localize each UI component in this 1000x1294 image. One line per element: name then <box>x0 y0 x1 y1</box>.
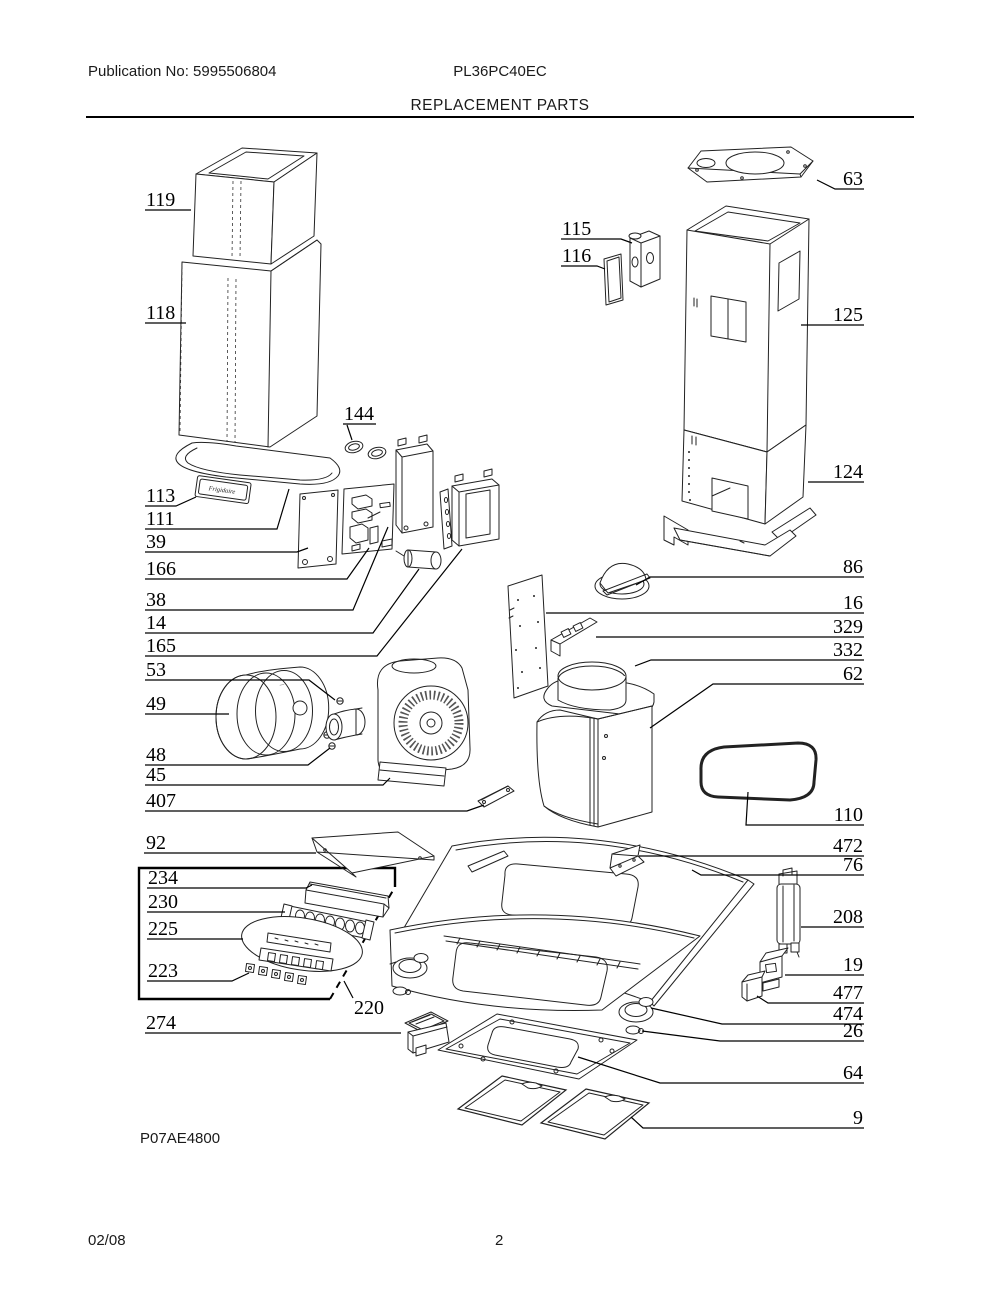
callout-45-number: 45 <box>146 764 166 786</box>
footer <box>88 1232 503 1249</box>
part-motor-48 <box>326 708 365 740</box>
callout-125-number: 125 <box>833 304 863 326</box>
part-capacitor-small-165 <box>396 550 441 569</box>
part-capacitor-208 <box>777 868 800 958</box>
part-grommets-144 <box>344 439 387 460</box>
callout-49-number: 49 <box>146 693 166 715</box>
part-bracket-19 <box>760 948 788 991</box>
part-junction-box-115 <box>629 231 660 287</box>
callout-208 <box>801 906 864 928</box>
callout-62-number: 62 <box>843 663 863 685</box>
callout-230 <box>147 891 285 913</box>
part-bracket-407 <box>478 786 514 807</box>
callout-86-number: 86 <box>843 556 863 578</box>
callout-63 <box>817 168 864 190</box>
callout-234 <box>147 867 312 889</box>
part-lamp-bulb-right-26 <box>626 1026 644 1034</box>
callout-474 <box>651 1003 864 1025</box>
part-top-plate-63 <box>688 147 813 182</box>
callout-223 <box>147 960 249 982</box>
header <box>86 63 914 117</box>
callout-115 <box>561 218 632 243</box>
callout-26 <box>642 1020 864 1042</box>
callout-472-number: 472 <box>833 835 863 857</box>
callout-274-number: 274 <box>146 1012 176 1034</box>
callout-208-number: 208 <box>833 906 863 928</box>
part-enclosure-box-14 <box>396 435 433 533</box>
callout-53-number: 53 <box>146 659 166 681</box>
callout-110-number: 110 <box>833 804 863 826</box>
callout-26-number: 26 <box>843 1020 863 1042</box>
footer-page-number: 2 <box>495 1232 504 1249</box>
callout-19 <box>785 954 864 976</box>
part-deflector-92 <box>312 832 434 877</box>
callout-474-number: 474 <box>833 1003 863 1025</box>
callout-407-number: 407 <box>146 790 176 812</box>
callout-62 <box>650 663 864 728</box>
callout-45 <box>145 764 390 786</box>
callout-16 <box>546 592 864 614</box>
callout-115-number: 115 <box>562 218 592 240</box>
callout-113 <box>145 485 196 507</box>
part-blower-wheel-49 <box>216 667 329 759</box>
part-lower-duct-support-124 <box>664 425 816 556</box>
callout-118-number: 118 <box>146 302 176 324</box>
diagram-code: P07AE4800 <box>140 1130 221 1147</box>
callout-124-number: 124 <box>833 461 863 483</box>
part-inner-housing-62 <box>537 706 652 827</box>
callout-48-number: 48 <box>146 744 166 766</box>
callout-92-number: 92 <box>146 832 166 854</box>
part-duct-collar-332 <box>544 662 654 714</box>
callout-64-number: 64 <box>843 1062 863 1084</box>
callout-144-number: 144 <box>344 403 374 425</box>
callout-223-number: 223 <box>148 960 178 982</box>
callout-125 <box>801 304 864 326</box>
callout-16-number: 16 <box>843 592 863 614</box>
callout-118 <box>145 302 186 324</box>
callout-63-number: 63 <box>843 168 863 190</box>
callout-124 <box>808 461 864 483</box>
callout-144 <box>343 403 376 440</box>
part-box-cover-116 <box>604 254 623 305</box>
callout-329-number: 329 <box>833 616 863 638</box>
callout-332-number: 332 <box>833 639 863 661</box>
callout-230-number: 230 <box>148 891 178 913</box>
callout-86 <box>636 556 864 585</box>
callout-14-number: 14 <box>146 612 166 634</box>
callout-116-number: 116 <box>562 245 592 267</box>
callout-9-number: 9 <box>853 1107 863 1129</box>
callout-166-number: 166 <box>146 558 176 580</box>
callout-116 <box>561 245 605 269</box>
brand-badge-label: Frigidaire <box>208 485 236 496</box>
part-bracket-477 <box>742 971 765 1001</box>
callout-332 <box>635 639 864 666</box>
callout-19-number: 19 <box>843 954 863 976</box>
part-bracket-329 <box>551 618 597 656</box>
part-lower-flue-118 <box>179 240 321 447</box>
callout-113-number: 113 <box>146 485 176 507</box>
callout-165-number: 165 <box>146 635 176 657</box>
publication-number: Publication No: 5995506804 <box>88 63 277 80</box>
callout-119 <box>145 189 191 211</box>
callout-477-number: 477 <box>833 982 863 1004</box>
part-rear-panel-16 <box>508 575 548 698</box>
part-brand-badge-113 <box>195 475 251 503</box>
callout-39 <box>145 531 308 553</box>
model-number: PL36PC40EC <box>453 63 547 80</box>
page-title: REPLACEMENT PARTS <box>410 97 590 114</box>
callout-472 <box>639 835 864 857</box>
callout-234-number: 234 <box>148 867 178 889</box>
callout-225 <box>147 918 243 940</box>
part-lamp-assembly-right-474 <box>619 998 653 1023</box>
callout-220 <box>344 981 384 1019</box>
footer-date: 02/08 <box>88 1232 126 1249</box>
callout-111-number: 111 <box>146 508 175 530</box>
part-control-board-38 <box>342 484 394 554</box>
part-upper-duct-support-125 <box>684 206 809 452</box>
callout-76-number: 76 <box>843 854 863 876</box>
part-bottom-frame-64 <box>438 1014 637 1079</box>
part-connector-assembly-165 <box>440 469 499 549</box>
callout-225-number: 225 <box>148 918 178 940</box>
callout-220-number: 220 <box>354 997 384 1019</box>
callout-407 <box>145 790 484 812</box>
callout-38-number: 38 <box>146 589 166 611</box>
callout-64 <box>578 1057 864 1084</box>
callout-92 <box>144 832 316 854</box>
callout-9 <box>631 1107 864 1129</box>
part-gasket-110 <box>701 743 816 800</box>
callout-119-number: 119 <box>146 189 176 211</box>
part-panel-39 <box>298 490 338 568</box>
part-blower-housing-45 <box>377 658 470 786</box>
callout-39-number: 39 <box>146 531 166 553</box>
part-upper-flue-119 <box>193 148 317 264</box>
callout-329 <box>596 616 864 638</box>
